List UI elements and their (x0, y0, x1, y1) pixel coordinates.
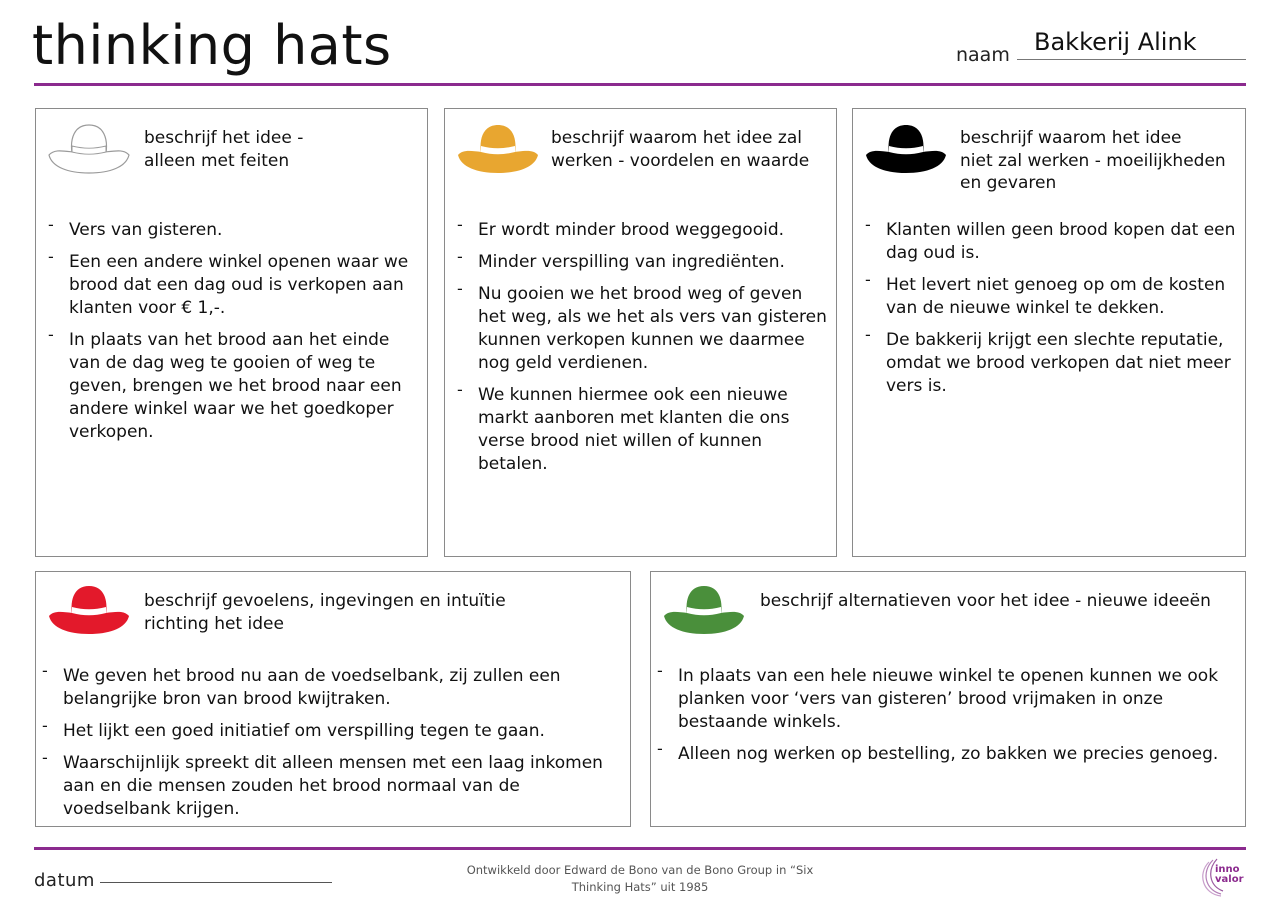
list-item: - Waarschijnlijk spreekt dit alleen mensen met een laag inkomen aan en die mensen zouden het brood normaal van de voedselbank krijgen. (42, 748, 603, 819)
white-hat-icon (46, 119, 132, 175)
innovalor-logo (1199, 856, 1249, 900)
yellow-hat-card (444, 108, 837, 557)
naam-label: naam (956, 44, 1010, 66)
naam-field[interactable]: Bakkerij Alink (1034, 28, 1197, 56)
list-item: - Het lijkt een goed initiatief om verspilling tegen te gaan. (42, 716, 545, 741)
list-item: - In plaats van het brood aan het einde van de dag weg te gooien of weg te geven, brengen we het brood naar een andere winkel waar we het goedkoper verkopen. (48, 325, 402, 442)
red-hat-prompt: beschrijf gevoelens, ingevingen en intuïtie richting het idee (144, 591, 506, 634)
datum-label: datum (34, 870, 95, 891)
list-item: - Er wordt minder brood weggegooid. (457, 215, 785, 240)
yellow-hat-icon (455, 119, 541, 175)
list-item: - Alleen nog werken op bestelling, zo bakken we precies genoeg. (657, 739, 1219, 764)
white-hat-prompt: beschrijf het idee - alleen met feiten (144, 128, 304, 171)
list-item: - In plaats van een hele nieuwe winkel te openen kunnen we ook planken voor ‘vers van gisteren’ brood vrijmaken in onze bestaande winkels. (657, 661, 1219, 732)
list-item: - We kunnen hiermee ook een nieuwe markt aanboren met klanten die ons verse brood niet willen of kunnen betalen. (457, 380, 790, 474)
black-hat-icon (863, 119, 949, 175)
green-hat-card (650, 571, 1246, 827)
list-item: - Nu gooien we het brood weg of geven het weg, als we het als vers van gisteren kunnen verkopen kunnen we daarmee nog geld verdienen. (457, 279, 827, 373)
credit-text: Ontwikkeld door Edward de Bono van de Bono Group in “Six Thinking Hats” uit 1985 (466, 863, 814, 894)
list-item: - Het levert niet genoeg op om de kosten van de nieuwe winkel te dekken. (865, 270, 1226, 318)
green-hat-icon (661, 580, 747, 636)
list-item: - Klanten willen geen brood kopen dat een dag oud is. (865, 215, 1236, 263)
logo-line1: inno (1215, 864, 1240, 875)
bottom-divider (34, 847, 1246, 850)
list-item: - De bakkerij krijgt een slechte reputatie, omdat we brood verkopen dat niet meer vers is. (865, 325, 1231, 396)
list-item: - We geven het brood nu aan de voedselbank, zij zullen een belangrijke bron van brood kwijtraken. (42, 661, 561, 709)
white-hat-card (35, 108, 428, 557)
list-item: - Minder verspilling van ingrediënten. (457, 247, 785, 272)
red-hat-card (35, 571, 631, 827)
yellow-hat-list (457, 215, 829, 485)
green-hat-prompt: beschrijf alternatieven voor het idee - nieuwe ideeën (760, 591, 1211, 611)
yellow-hat-prompt: beschrijf waarom het idee zal werken - voordelen en waarde (551, 128, 810, 171)
list-item: - Een een andere winkel openen waar we brood dat een dag oud is verkopen aan klanten voor € 1,-. (48, 247, 409, 318)
page-title: thinking hats (32, 14, 392, 77)
naam-underline (1017, 59, 1246, 60)
red-hat-icon (46, 580, 132, 636)
black-hat-prompt: beschrijf waarom het idee niet zal werken - moeilijkheden en gevaren (960, 128, 1226, 193)
red-hat-list (42, 661, 624, 830)
white-hat-list (48, 215, 420, 453)
list-item: - Vers van gisteren. (48, 215, 223, 240)
black-hat-list (865, 215, 1239, 407)
top-divider (34, 83, 1246, 86)
black-hat-card (852, 108, 1246, 557)
green-hat-list (657, 661, 1239, 775)
datum-field[interactable] (100, 882, 332, 883)
logo-line2: valor (1215, 874, 1244, 885)
